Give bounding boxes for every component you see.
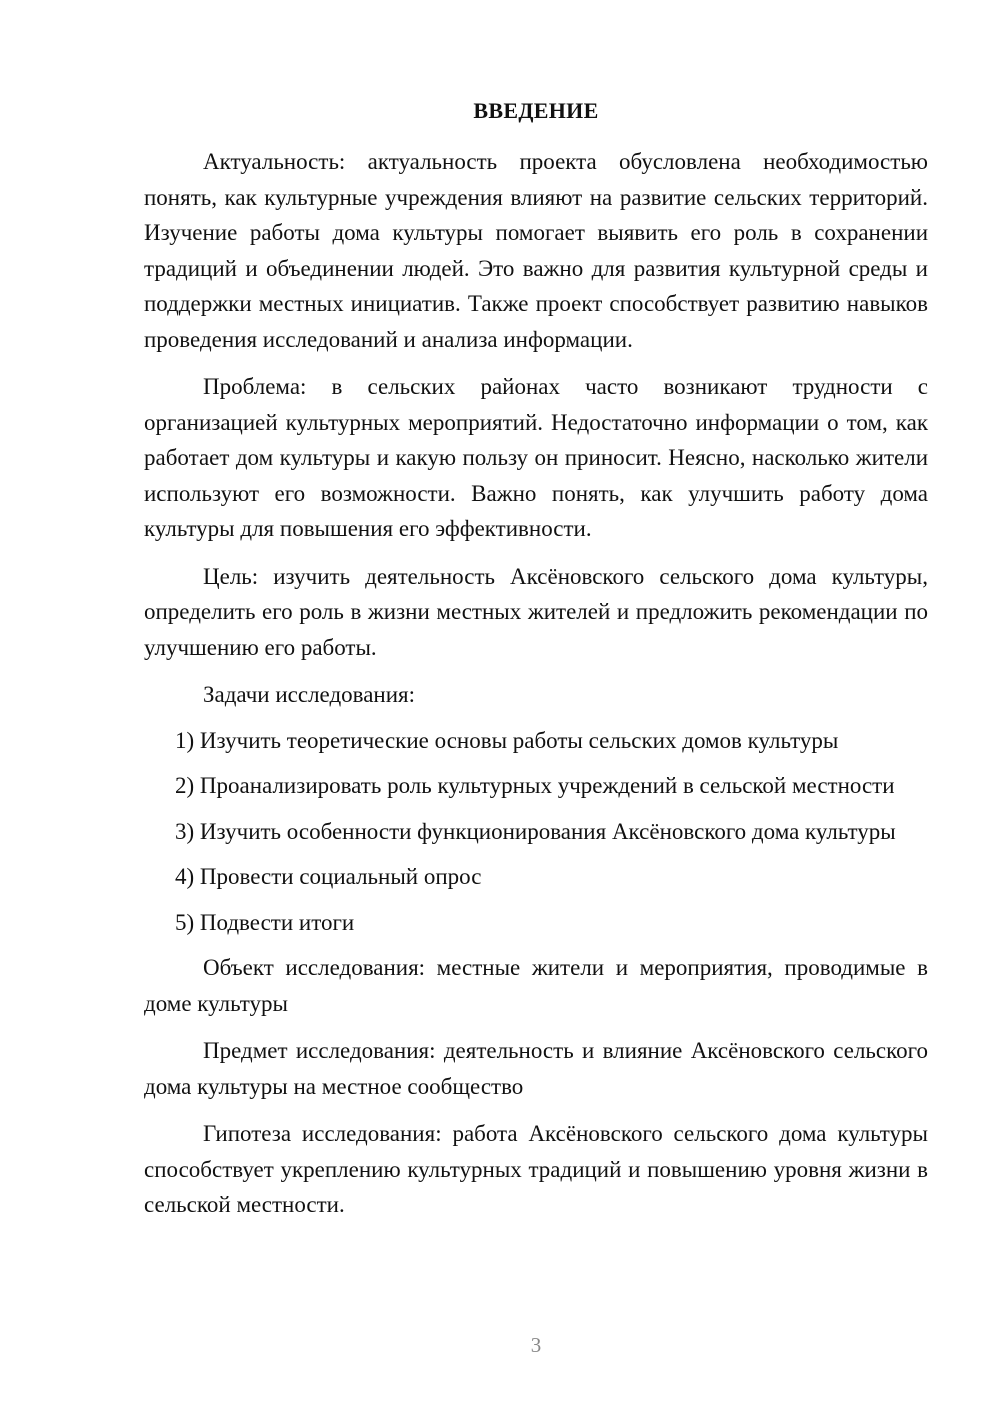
section-title: ВВЕДЕНИЕ [473, 98, 599, 123]
document-body [144, 144, 928, 1223]
paragraph-hypothesis: Гипотеза исследования: работа Аксёновского сельского дома культуры способствует укреплению культурных традиций и повышению уровня жизни в сельской местности. [144, 1121, 928, 1217]
paragraph-object: Объект исследования: местные жители и мероприятия, проводимые в доме культуры [144, 955, 928, 1016]
paragraph-subject: Предмет исследования: деятельность и влияние Аксёновского сельского дома культуры на местное сообщество [144, 1038, 928, 1099]
task-item: 3) Изучить особенности функционирования Аксёновского дома культуры [175, 818, 896, 844]
tasks-heading: Задачи исследования: [203, 682, 416, 707]
paragraph-relevance: Актуальность: актуальность проекта обусловлена необходимостью понять, как культурные учреждения влияют на развитие сельских территорий. Изучение работы дома культуры помогает выявить его роль в сохранении традиций и объединении людей. Это важно для развития культурной среды и поддержки местных инициатив. Также проект способствует развитию навыков проведения исследований и анализа информации. [144, 149, 928, 352]
task-item: 4) Провести социальный опрос [175, 864, 482, 889]
task-item: 1) Изучить теоретические основы работы сельских домов культуры [175, 727, 839, 753]
paragraph-problem: Проблема: в сельских районах часто возникают трудности с организацией культурных мероприятий. Недостаточно информации о том, как работает дом культуры и какую пользу он приносит. Неясно, насколько жители используют его возможности. Важно понять, как улучшить работу дома культуры для повышения его эффективности. [144, 374, 928, 541]
task-item: 5) Подвести итоги [175, 909, 355, 935]
page-number: 3 [530, 1333, 542, 1357]
task-item: 2) Проанализировать роль культурных учреждений в сельской местности [175, 773, 895, 798]
paragraph-goal: Цель: изучить деятельность Аксёновского сельского дома культуры, определить его роль в жизни местных жителей и предложить рекомендации по улучшению его работы. [144, 563, 928, 660]
